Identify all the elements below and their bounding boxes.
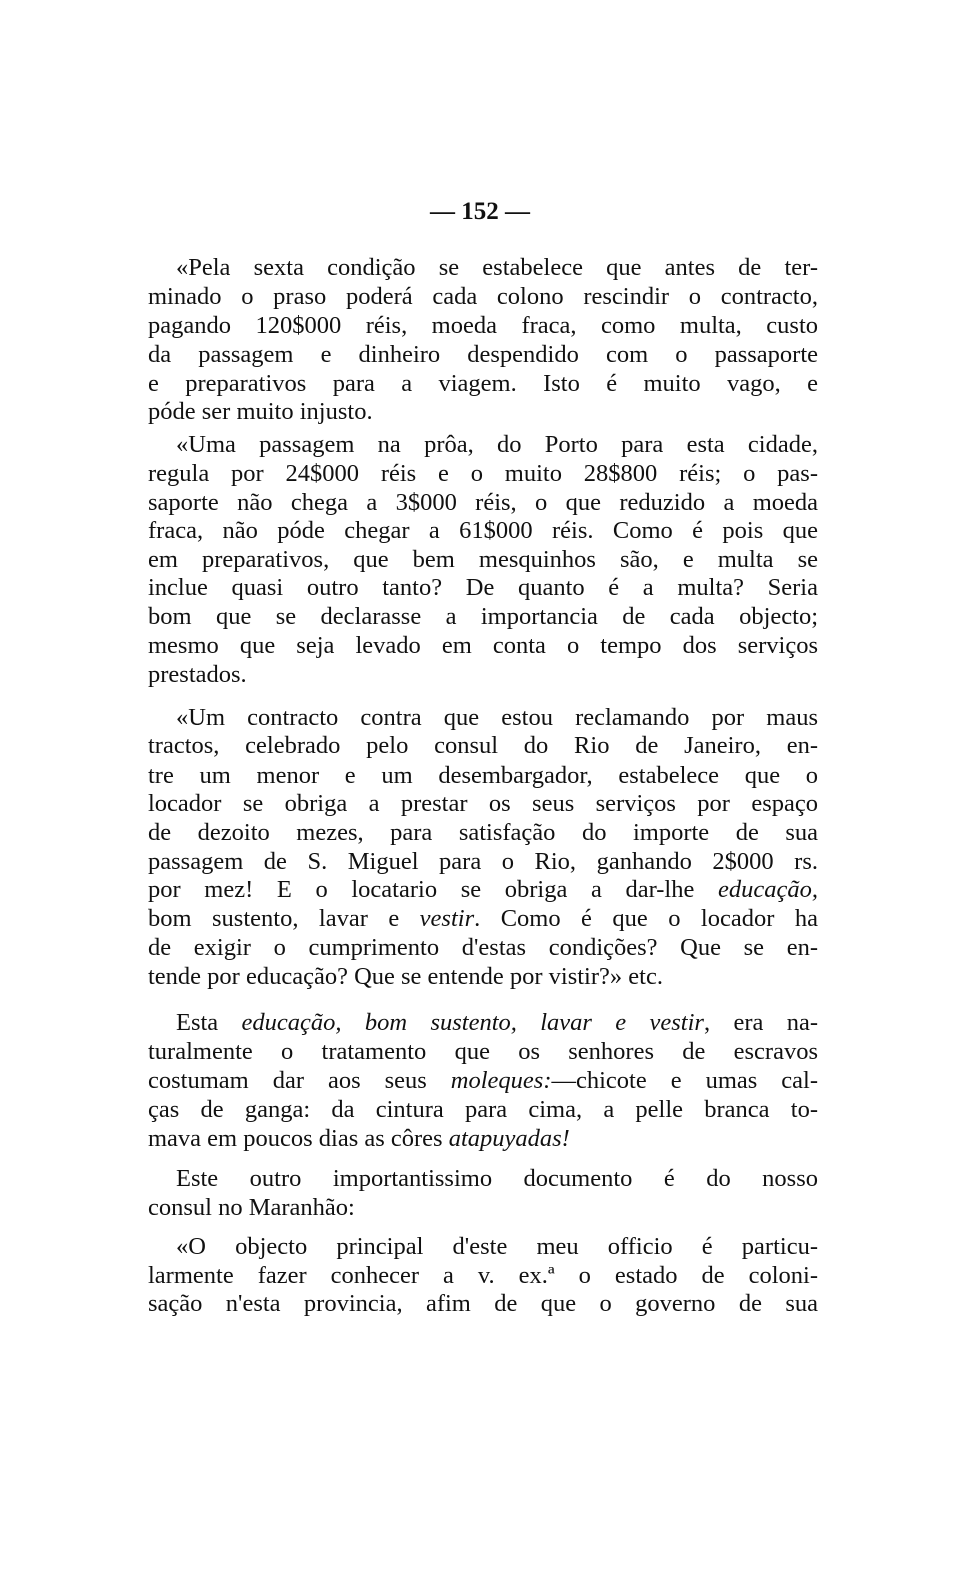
text-line (148, 516, 818, 546)
text-segment: saporte não chega a 3$000 réis, o que reduzido a moeda (148, 489, 818, 516)
text-line (148, 602, 818, 632)
text-line (148, 631, 818, 661)
text-segment: «Pela sexta condição se estabelece que antes de ter- (176, 254, 818, 281)
text-line (148, 1124, 818, 1154)
text-line (148, 1193, 818, 1223)
text-line (176, 703, 818, 733)
italic-text: vestir (419, 905, 475, 932)
text-segment: ças de ganga: da cintura para cima, a pelle branca to- (148, 1096, 818, 1123)
page-number: — 152 — (430, 198, 530, 225)
text-segment: bom sustento, lavar e (148, 905, 420, 932)
text-line (148, 1095, 818, 1125)
text-segment: em preparativos, que bem mesquinhos são, e multa se (148, 546, 818, 573)
text-line (148, 818, 818, 848)
text-line (148, 761, 818, 791)
text-segment: prestados. (148, 661, 247, 688)
text-line (176, 1008, 818, 1038)
text-line (148, 397, 818, 427)
text-line (148, 1261, 818, 1291)
text-segment: consul no Maranhão: (148, 1194, 355, 1221)
text-segment: «Um contracto contra que estou reclamando por maus (176, 704, 818, 731)
text-segment: mava em poucos dias as côres (148, 1125, 449, 1152)
text-segment: larmente fazer conhecer a v. ex.ª o estado de coloni- (148, 1262, 818, 1289)
text-segment: bom que se declarasse a importancia de cada objecto; (148, 603, 818, 630)
text-line (176, 1164, 818, 1194)
text-segment: «Uma passagem na prôa, do Porto para esta cidade, (176, 431, 818, 458)
text-segment: . Como é que o locador ha (474, 905, 818, 932)
text-segment: mesmo que seja levado em conta o tempo dos serviços (148, 632, 818, 659)
text-segment: inclue quasi outro tanto? De quanto é a multa? Seria (148, 574, 818, 601)
text-segment: minado o praso poderá cada colono rescindir o contracto, (148, 283, 818, 310)
text-segment: costumam dar aos seus (148, 1067, 451, 1094)
text-segment: póde ser muito injusto. (148, 398, 373, 425)
text-line (148, 311, 818, 341)
text-line (176, 253, 818, 283)
text-line (148, 369, 818, 399)
text-line (148, 545, 818, 575)
text-line (148, 1066, 818, 1096)
text-line (148, 962, 818, 992)
text-segment: «O objecto principal d'este meu officio é particu- (176, 1233, 818, 1260)
text-line (148, 789, 818, 819)
text-segment: pagando 120$000 réis, moeda fraca, como multa, custo (148, 312, 818, 339)
text-segment: de exigir o cumprimento d'estas condições? Que se en- (148, 934, 818, 961)
italic-text: educação, bom sustento, lavar e vestir (241, 1009, 704, 1036)
text-segment: por mez! E o locatario se obriga a dar-lhe (148, 876, 718, 903)
text-segment: regula por 24$000 réis e o muito 28$800 réis; o pas- (148, 460, 818, 487)
text-segment: tende por educação? Que se entende por vistir?» etc. (148, 963, 663, 990)
text-line (148, 1037, 818, 1067)
text-line (148, 933, 818, 963)
text-segment: passagem de S. Miguel para o Rio, ganhando 2$000 rs. (148, 848, 818, 875)
text-segment: da passagem e dinheiro despendido com o passaporte (148, 341, 818, 368)
text-line (148, 660, 818, 690)
text-line (148, 340, 818, 370)
text-segment: Esta (176, 1009, 242, 1036)
text-line (148, 904, 818, 934)
text-line (148, 573, 818, 603)
text-segment: locador se obriga a prestar os seus serviços por espaço (148, 790, 818, 817)
italic-text: educação, (718, 876, 818, 903)
text-segment: , era na- (703, 1009, 818, 1036)
text-segment: e preparativos para a viagem. Isto é muito vago, e (148, 370, 818, 397)
text-segment: tre um menor e um desembargador, estabelece que o (148, 762, 818, 789)
italic-text: atapuyadas! (448, 1125, 570, 1152)
text-segment: fraca, não póde chegar a 61$000 réis. Como é pois que (148, 517, 818, 544)
text-line (148, 731, 818, 761)
text-line (176, 1232, 818, 1262)
text-segment: de dezoito mezes, para satisfação do importe de sua (148, 819, 818, 846)
text-line (148, 847, 818, 877)
text-line (148, 875, 818, 905)
text-line (148, 459, 818, 489)
text-segment: tractos, celebrado pelo consul do Rio de Janeiro, en- (148, 732, 818, 759)
text-line (148, 282, 818, 312)
text-line (176, 430, 818, 460)
text-segment: Este outro importantissimo documento é do nosso (176, 1165, 818, 1192)
text-segment: sação n'esta provincia, afim de que o governo de sua (148, 1290, 818, 1317)
text-segment: turalmente o tratamento que os senhores de escravos (148, 1038, 818, 1065)
italic-text: moleques: (450, 1067, 552, 1094)
text-line (148, 488, 818, 518)
text-line (148, 1289, 818, 1319)
text-segment: —chicote e umas cal- (551, 1067, 819, 1094)
